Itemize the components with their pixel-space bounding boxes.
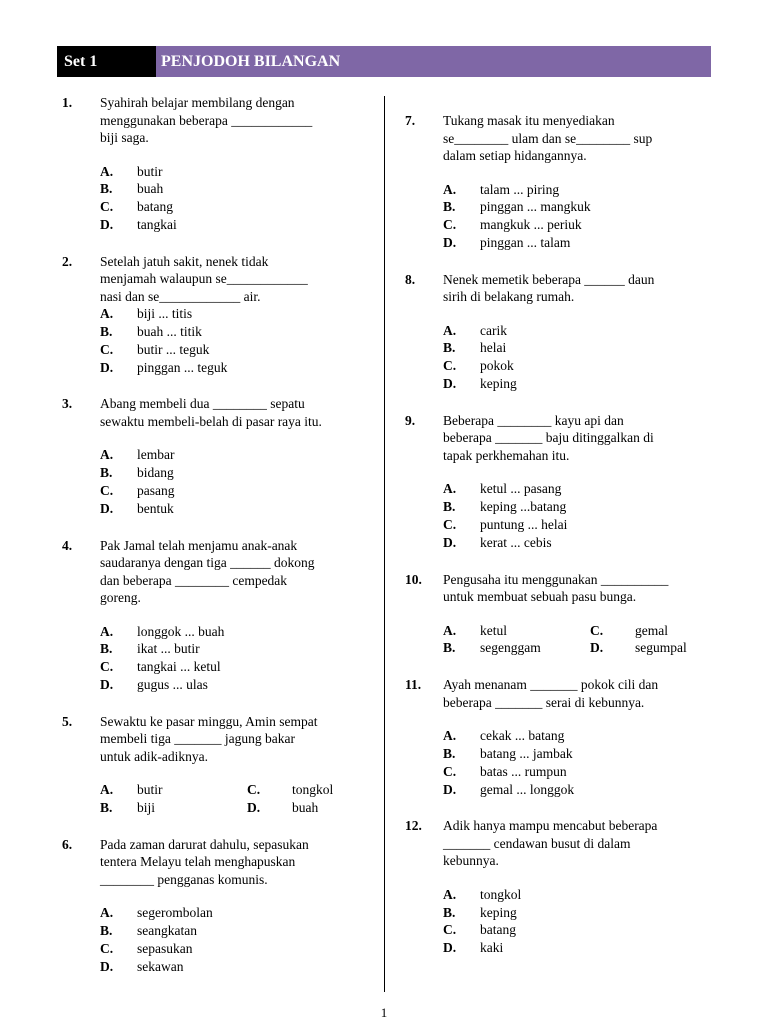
- option-c[interactable]: C. puntung ... helai: [443, 516, 568, 532]
- question-10: [405, 571, 705, 658]
- option-a[interactable]: A. talam ... piring: [443, 181, 560, 197]
- question-line: Ayah menanam _______ pokok cili dan: [443, 677, 659, 693]
- question-11: [405, 676, 705, 798]
- question-number: 9.: [405, 412, 416, 428]
- question-6: [62, 836, 360, 976]
- option-a[interactable]: A. ketul ... pasang: [443, 481, 562, 497]
- question-line: dan beberapa ________ cempedak: [100, 572, 288, 588]
- question-number: 8.: [405, 271, 416, 287]
- question-line: Setelah jatuh sakit, nenek tidak: [100, 253, 269, 269]
- option-a-label: A.: [443, 622, 457, 638]
- page-header: [57, 46, 711, 77]
- option-c[interactable]: C. batas ... rumpun: [443, 763, 567, 779]
- question-12: [405, 817, 705, 957]
- question-line: goreng.: [100, 590, 141, 606]
- option-d[interactable]: D. gemal ... longgok: [443, 781, 575, 797]
- option-b[interactable]: B. pinggan ... mangkuk: [443, 199, 591, 215]
- question-line: membeli tiga _______ jagung bakar: [100, 731, 295, 747]
- option-a[interactable]: A. segerombolan: [100, 905, 213, 921]
- question-line: beberapa _______ serai di kebunnya.: [443, 694, 645, 710]
- option-d[interactable]: D. sekawan: [100, 958, 184, 974]
- question-line: Pengusaha itu menggunakan __________: [443, 571, 669, 587]
- question-line: untuk membuat sebuah pasu bunga.: [443, 589, 637, 605]
- option-a[interactable]: A. biji ... titis: [100, 306, 193, 322]
- option-b[interactable]: B. seangkatan: [100, 923, 197, 939]
- question-line: saudaranya dengan tiga ______ dokong: [100, 555, 315, 571]
- question-line: se________ ulam dan se________ sup: [443, 130, 653, 146]
- option-c[interactable]: C. butir ... teguk: [100, 341, 210, 357]
- option-c[interactable]: C. batang: [100, 199, 173, 215]
- option-d[interactable]: D. keping: [443, 376, 517, 392]
- question-line: tentera Melayu telah menghapuskan: [100, 854, 296, 870]
- section-title: PENJODOH BILANGAN: [156, 46, 711, 77]
- question-line: dalam setiap hidangannya.: [443, 148, 587, 163]
- question-number: 1.: [62, 95, 73, 110]
- option-d[interactable]: D. pinggan ... talam: [443, 234, 571, 250]
- option-b-label: B.: [100, 800, 113, 816]
- option-b[interactable]: B. keping ...batang: [443, 499, 567, 515]
- option-a[interactable]: A. carik: [443, 322, 507, 338]
- question-number: 6.: [62, 836, 73, 852]
- option-b[interactable]: B. helai: [443, 340, 507, 356]
- question-line: Beberapa ________ kayu api dan: [443, 412, 624, 428]
- question-line: tapak perkhemahan itu.: [443, 447, 570, 463]
- option-c[interactable]: C. tangkai ... ketul: [100, 659, 221, 675]
- question-line: menggunakan beberapa ____________: [100, 112, 313, 128]
- option-a-label: A.: [100, 782, 114, 798]
- option-c[interactable]: gemal: [635, 622, 668, 638]
- question-line: _______ cendawan busut di dalam: [443, 835, 631, 851]
- question-line: beberapa _______ baju ditinggalkan di: [443, 430, 654, 446]
- set-label: Set 1: [57, 46, 156, 77]
- option-d[interactable]: D. tangkai: [100, 216, 177, 232]
- option-a[interactable]: A. longgok ... buah: [100, 623, 225, 639]
- option-d[interactable]: D. kaki: [443, 940, 504, 956]
- option-d[interactable]: D. bentuk: [100, 500, 174, 516]
- option-c-label: C.: [590, 622, 604, 638]
- question-8: [405, 271, 705, 393]
- question-1: [62, 94, 360, 234]
- page-number: 1: [380, 1005, 388, 1020]
- question-line: biji saga.: [100, 130, 149, 145]
- option-c[interactable]: C. pasang: [100, 482, 175, 498]
- question-line: Nenek memetik beberapa ______ daun: [443, 271, 655, 287]
- question-number: 5.: [62, 713, 73, 729]
- question-line: sewaktu membeli-belah di pasar raya itu.: [100, 413, 322, 429]
- question-4: [62, 537, 360, 694]
- right-column: [405, 112, 705, 976]
- option-c[interactable]: tongkol: [292, 782, 334, 798]
- option-b[interactable]: B. buah ... titik: [100, 323, 202, 339]
- option-a[interactable]: A. tongkol: [443, 886, 522, 902]
- question-number: 2.: [62, 253, 73, 269]
- option-b[interactable]: B. keping: [443, 904, 517, 920]
- question-number: 11.: [405, 677, 422, 693]
- option-a[interactable]: butir: [137, 782, 163, 798]
- question-2: [62, 253, 360, 377]
- option-d-label: D.: [247, 800, 261, 816]
- question-line: Pada zaman darurat dahulu, sepasukan: [100, 836, 309, 852]
- option-d[interactable]: D. pinggan ... teguk: [100, 359, 228, 375]
- option-a[interactable]: A. butir: [100, 163, 163, 179]
- option-b[interactable]: B. bidang: [100, 465, 174, 481]
- option-c[interactable]: C. pokok: [443, 358, 514, 374]
- option-d[interactable]: D. kerat ... cebis: [443, 534, 552, 550]
- option-b[interactable]: B. buah: [100, 181, 164, 197]
- question-line: nasi dan se____________ air.: [100, 288, 261, 304]
- option-c[interactable]: C. sepasukan: [100, 940, 193, 956]
- question-number: 4.: [62, 537, 73, 553]
- question-line: sirih di belakang rumah.: [443, 289, 575, 305]
- question-number: 10.: [405, 571, 422, 587]
- option-d[interactable]: buah: [292, 800, 319, 816]
- question-line: Sewaktu ke pasar minggu, Amin sempat: [100, 713, 318, 729]
- question-line: Tukang masak itu menyediakan: [443, 113, 615, 128]
- option-d[interactable]: segumpal: [635, 640, 687, 656]
- option-b[interactable]: B. batang ... jambak: [443, 745, 573, 761]
- question-number: 7.: [405, 113, 416, 128]
- question-line: kebunnya.: [443, 853, 499, 869]
- left-column: [62, 94, 360, 995]
- question-line: ________ pengganas komunis.: [100, 871, 268, 887]
- option-c-label: C.: [247, 782, 261, 798]
- option-a[interactable]: ketul: [480, 622, 507, 638]
- question-line: Pak Jamal telah menjamu anak-anak: [100, 537, 298, 553]
- option-b[interactable]: biji: [137, 800, 156, 816]
- question-line: Adik hanya mampu mencabut beberapa: [443, 818, 658, 834]
- option-d[interactable]: D. gugus ... ulas: [100, 676, 208, 692]
- question-3: [62, 395, 360, 517]
- option-b[interactable]: B. ikat ... butir: [100, 641, 200, 657]
- option-a[interactable]: A. cekak ... batang: [443, 728, 565, 744]
- option-c[interactable]: C. mangkuk ... periuk: [443, 217, 582, 233]
- column-divider: [384, 96, 385, 992]
- question-line: Abang membeli dua ________ sepatu: [100, 396, 305, 412]
- question-line: Syahirah belajar membilang dengan: [100, 95, 295, 110]
- option-a[interactable]: A. lembar: [100, 447, 175, 463]
- question-5: [62, 713, 360, 817]
- question-9: [405, 412, 705, 552]
- option-d-label: D.: [590, 640, 604, 656]
- question-number: 3.: [62, 396, 73, 412]
- question-7: [405, 112, 705, 252]
- question-line: untuk adik-adiknya.: [100, 748, 208, 764]
- option-b-label: B.: [443, 640, 456, 656]
- question-number: 12.: [405, 818, 422, 834]
- question-line: menjamah walaupun se____________: [100, 271, 308, 287]
- option-b[interactable]: segenggam: [480, 640, 541, 656]
- option-c[interactable]: C. batang: [443, 922, 516, 938]
